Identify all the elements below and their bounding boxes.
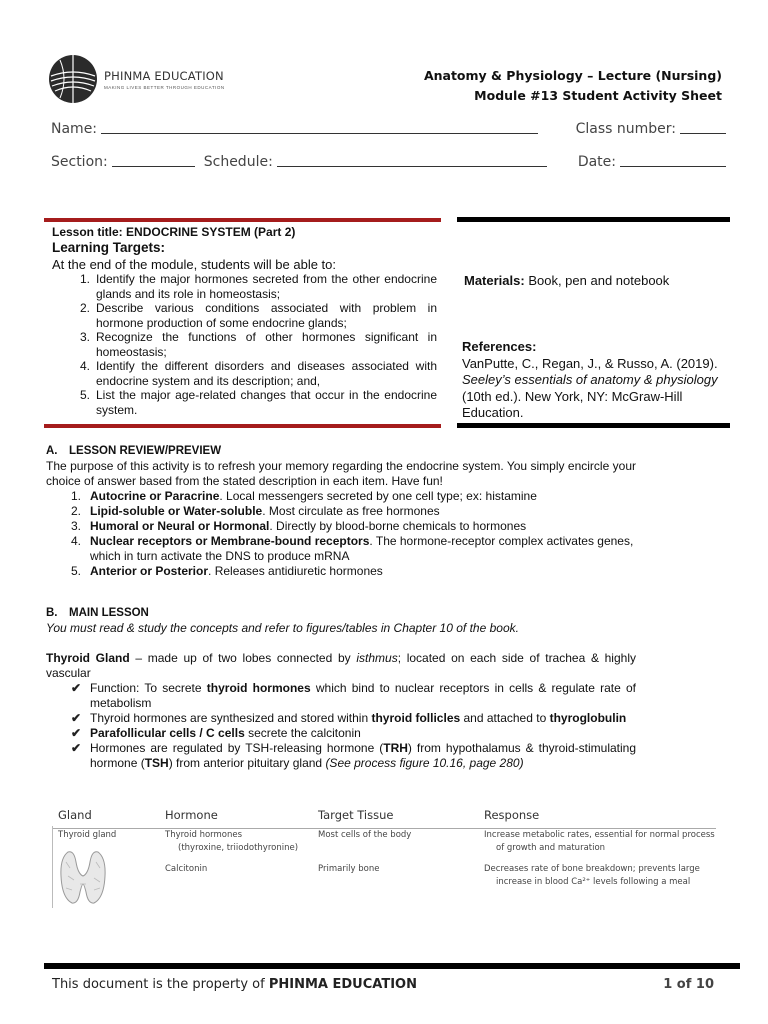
- col-response: Response: [484, 808, 540, 822]
- section-row: [51, 153, 726, 170]
- section-b-note: You must read & study the concepts and refer to figures/tables in Chapter 10 of the book.: [46, 621, 519, 635]
- review-items: [46, 489, 636, 579]
- thyroid-intro: Thyroid Gland – made up of two lobes connected by isthmus; located on each side of trachea & highly vascular: [46, 651, 636, 680]
- thyroid-bullet: ✔ Function: To secrete thyroid hormones which bind to nuclear receptors in cells & regulate rate of metabolism: [46, 681, 636, 711]
- lesson-top-rule: [44, 218, 441, 222]
- table-cell: Primarily bone: [318, 864, 380, 874]
- check-icon: ✔: [70, 681, 81, 695]
- col-target: Target Tissue: [318, 808, 394, 822]
- section-field[interactable]: [112, 153, 195, 167]
- footer-rule: [44, 963, 740, 969]
- learning-targets-list: [74, 272, 437, 417]
- section-a-intro: The purpose of this activity is to refresh your memory regarding the endocrine system. You simply encircle your choice of answer based from the stated description in each item. Have fun!: [46, 459, 636, 488]
- schedule-field[interactable]: [277, 153, 547, 167]
- section-label: Section:: [51, 154, 108, 170]
- name-label: Name:: [51, 121, 98, 137]
- col-gland: Gland: [58, 808, 92, 822]
- thyroid-bullet: ✔ Parafollicular cells / C cells secrete the calcitonin: [46, 726, 636, 741]
- logo-name: PHINMA EDUCATION: [104, 68, 224, 83]
- table-cell: Decreases rate of bone breakdown; prevents large: [484, 864, 700, 874]
- lesson-title: Lesson title: ENDOCRINE SYSTEM (Part 2): [52, 225, 296, 239]
- list-item: 2. Lipid-soluble or Water-soluble. Most circulate as free hormones: [70, 504, 440, 518]
- materials-label: Materials:: [464, 273, 525, 288]
- list-item: 4. Identify the different disorders and diseases associated with endocrine system and its description; and,: [79, 359, 437, 388]
- list-item: 1. Identify the major hormones secreted from the other endocrine glands and its role in homeostasis;: [79, 272, 437, 301]
- table-cell: increase in blood Ca²⁺ levels following a meal: [496, 877, 691, 887]
- schedule-label: Schedule:: [203, 154, 273, 170]
- table-cell: of growth and maturation: [496, 843, 606, 853]
- date-label: Date:: [577, 154, 616, 170]
- table-cell: Thyroid hormones: [165, 830, 243, 840]
- table-cell: Most cells of the body: [318, 830, 412, 840]
- materials-bottom-rule: [457, 423, 730, 428]
- check-icon: ✔: [70, 741, 81, 755]
- table-cell: Increase metabolic rates, essential for normal process: [484, 830, 715, 840]
- list-item: 4. Nuclear receptors or Membrane-bound receptors. The hormone-receptor complex activates genes, which in turn activate the DNS to produce mRNA: [70, 534, 634, 563]
- check-icon: ✔: [70, 711, 81, 725]
- logo-tagline: MAKING LIVES BETTER THROUGH EDUCATION: [104, 84, 225, 90]
- thyroid-table: [52, 804, 716, 908]
- phinma-globe-icon: [48, 54, 98, 104]
- phinma-logo: [48, 54, 228, 104]
- class-number-label: Class number:: [575, 121, 676, 137]
- materials: [464, 273, 669, 288]
- table-left-rule: [52, 826, 53, 908]
- references-label: References:: [462, 339, 537, 354]
- table-cell: Calcitonin: [165, 864, 208, 874]
- class-number-field[interactable]: [680, 120, 726, 134]
- document-title: [424, 66, 722, 106]
- learning-targets-intro: At the end of the module, students will be able to:: [52, 257, 337, 272]
- check-icon: ✔: [70, 726, 81, 740]
- table-header: [52, 804, 716, 829]
- page-number: 1 of 10: [663, 977, 714, 992]
- footer-ownership: This document is the property of PHINMA EDUCATION: [52, 977, 417, 992]
- list-item: 3. Recognize the functions of other hormones significant in homeostasis;: [79, 330, 437, 359]
- thyroid-bullet: ✔ Thyroid hormones are synthesized and stored within thyroid follicles and attached to thyroglobulin: [46, 711, 636, 726]
- table-cell: (thyroxine, triiodothyronine): [178, 843, 299, 853]
- list-item: 3. Humoral or Neural or Hormonal. Directly by blood-borne chemicals to hormones: [70, 519, 527, 533]
- name-field[interactable]: [101, 120, 538, 134]
- list-item: 5. Anterior or Posterior. Releases antidiuretic hormones: [70, 564, 383, 578]
- name-row: [51, 120, 726, 137]
- references: References: VanPutte, C., Regan, J., & Russo, A. (2019). Seeley’s essentials of anatomy & physiology (10th ed.). New York, NY: McGraw-Hill Education.: [462, 339, 718, 420]
- learning-targets-heading: Learning Targets:: [52, 240, 166, 255]
- thyroid-gland-image: [58, 848, 108, 906]
- section-a: [46, 444, 636, 579]
- list-item: 1. Autocrine or Paracrine. Local messengers secreted by one cell type; ex: histamine: [70, 489, 537, 503]
- section-a-heading: A. LESSON REVIEW/PREVIEW: [46, 445, 222, 457]
- col-hormone: Hormone: [165, 808, 218, 822]
- thyroid-bullet: ✔ Hormones are regulated by TSH-releasing hormone (TRH) from hypothalamus & thyroid-stimulating hormone (TSH) from anterior pituitary gland (See process figure 10.16, page 280): [46, 741, 636, 771]
- materials-text: Book, pen and notebook: [528, 273, 670, 288]
- module-title: Module #13 Student Activity Sheet: [474, 88, 722, 103]
- section-b-heading: B. MAIN LESSON: [46, 607, 149, 619]
- course-title: Anatomy & Physiology – Lecture (Nursing): [423, 68, 722, 83]
- gland-cell: Thyroid gland: [58, 830, 117, 840]
- materials-top-rule: [457, 217, 730, 222]
- list-item: 2. Describe various conditions associated with problem in hormone production of some endocrine glands;: [79, 301, 437, 330]
- section-b: [46, 606, 636, 771]
- list-item: 5. List the major age-related changes that occur in the endocrine system.: [79, 388, 437, 417]
- lesson-panel: [52, 225, 437, 417]
- lesson-bottom-rule: [44, 424, 441, 428]
- date-field[interactable]: [620, 153, 726, 167]
